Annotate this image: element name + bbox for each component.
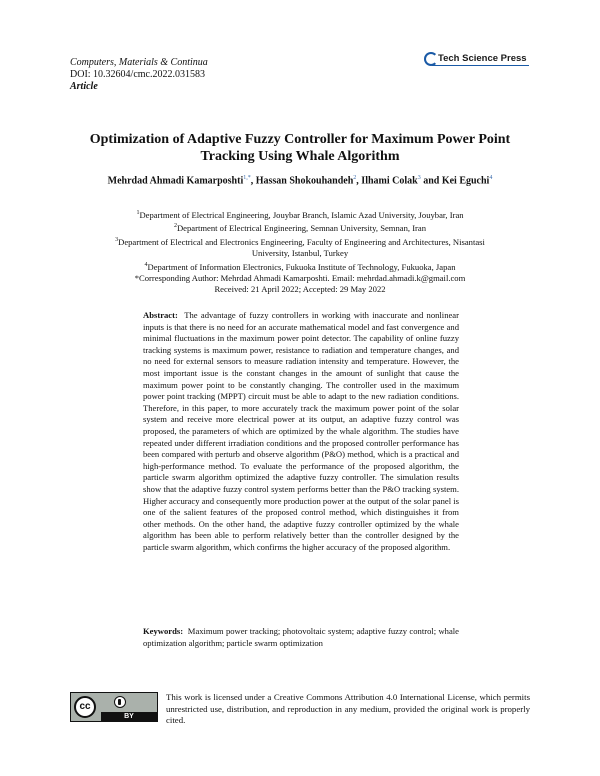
attribution-person-icon <box>114 696 126 708</box>
paper-title: Optimization of Adaptive Fuzzy Controller for Maximum Power Point Tracking Using Whale Algorithm <box>89 132 511 164</box>
abstract-text: The advantage of fuzzy controllers in working with inaccurate and nonlinear inputs is that there is no need for an accurate mathematical model and fast convergence and minimal fluctuations in the maximum power point detector. The capability of online fuzzy tracking systems is maximum power, resistance to radiation and temperature changes, and no need for external sensors to measure radiation intensity and temperature. However, the most important issue is the constant changes in the amount of sunlight that cause the maximum power point to be constantly changing. The controller used in the maximum power point tracking (MPPT) circuit must be able to adapt to the new radiation conditions. Therefore, in this paper, to more accurately track the maximum power point of the solar system and receive more electrical power at its output, an adaptive fuzzy control was proposed, the parameters of which are optimized by the whale algorithm. The studies have repeated under different irradiation conditions and the proposed controller performance has been compared with perturb and observe algorithm (P&O) method, which is a practical and high-performance method. To evaluate the performance of the proposed algorithm, the particle swarm algorithm optimized the adaptive fuzzy controller. The simulation results show that the adaptive fuzzy control system performs better than the P&O tracking system. Higher accuracy and consequently more production power at the output of the solar panel is one of the salient features of the proposed control method, which distinguishes it from other methods. On the other hand, the adaptive fuzzy controller optimized by the whale algorithm has been able to perform relatively better than the controller designed by the particle swarm algorithm, which confirms the higher accuracy of the proposed algorithm. <box>143 310 459 552</box>
author-separator: and <box>420 175 442 187</box>
received-accepted-dates: Received: 21 April 2022; Accepted: 29 May 2022 <box>214 284 386 295</box>
journal-name: Computers, Materials & Continua <box>70 57 208 68</box>
by-label: BY <box>124 713 134 720</box>
affiliation: $^4$Department of Information Electronics, Fukuoka Institute of Technology, Fukuoka, Japan <box>144 261 456 272</box>
license-text: This work is licensed under a Creative Commons Attribution 4.0 International License, which permits unrestricted use, distribution, and reproduction in any medium, provided the original work is properly cited. <box>166 692 530 725</box>
cc-icon: cc <box>74 696 96 718</box>
abstract <box>143 310 459 553</box>
author-affiliation-mark[interactable]: 2 <box>353 175 357 181</box>
author-list <box>70 172 530 187</box>
doi: DOI: 10.32604/cmc.2022.031583 <box>70 69 205 80</box>
keywords <box>143 626 459 649</box>
affiliation: $^2$Department of Electrical Engineering, Semnan University, Semnan, Iran <box>173 223 427 234</box>
author-separator: , <box>250 175 256 187</box>
abstract-label: Abstract: <box>143 310 178 320</box>
author-name: Kei Eguchi <box>441 175 490 187</box>
author-name: Mehrdad Ahmadi Kamarposhti <box>107 175 244 187</box>
author-affiliation-mark[interactable]: 1,* <box>243 175 251 181</box>
author-name: Ilhami Colak <box>361 175 418 187</box>
affiliation: $^3$Department of Electrical and Electronics Engineering, Faculty of Engineering and Architectures, Nisantasi University, Istanbul, Turkey <box>115 236 485 259</box>
article-type: Article <box>70 81 98 92</box>
keywords-text: Maximum power tracking; photovoltaic system; adaptive fuzzy control; whale optimization algorithm; particle swarm optimization <box>143 626 459 648</box>
keywords-label: Keywords: <box>143 626 184 636</box>
corresponding-author: *Corresponding Author: Mehrdad Ahmadi Kamarposhti. Email: mehrdad.ahmadi.k@gmail.com <box>134 272 466 283</box>
author-name: Hassan Shokouhandeh <box>255 175 354 187</box>
affiliation: $^1$Department of Electrical Engineering, Jouybar Branch, Islamic Azad University, Jouybar, Iran <box>136 209 464 220</box>
publisher-name: Tech Science Press <box>432 53 529 66</box>
affiliations <box>100 208 500 296</box>
author-separator: , <box>356 175 362 187</box>
author-affiliation-mark[interactable]: 3 <box>417 175 421 181</box>
license-block <box>70 692 530 727</box>
author-affiliation-mark[interactable]: 4 <box>489 175 493 181</box>
cc-by-license-badge[interactable] <box>70 692 158 722</box>
publisher-logo <box>424 52 529 66</box>
